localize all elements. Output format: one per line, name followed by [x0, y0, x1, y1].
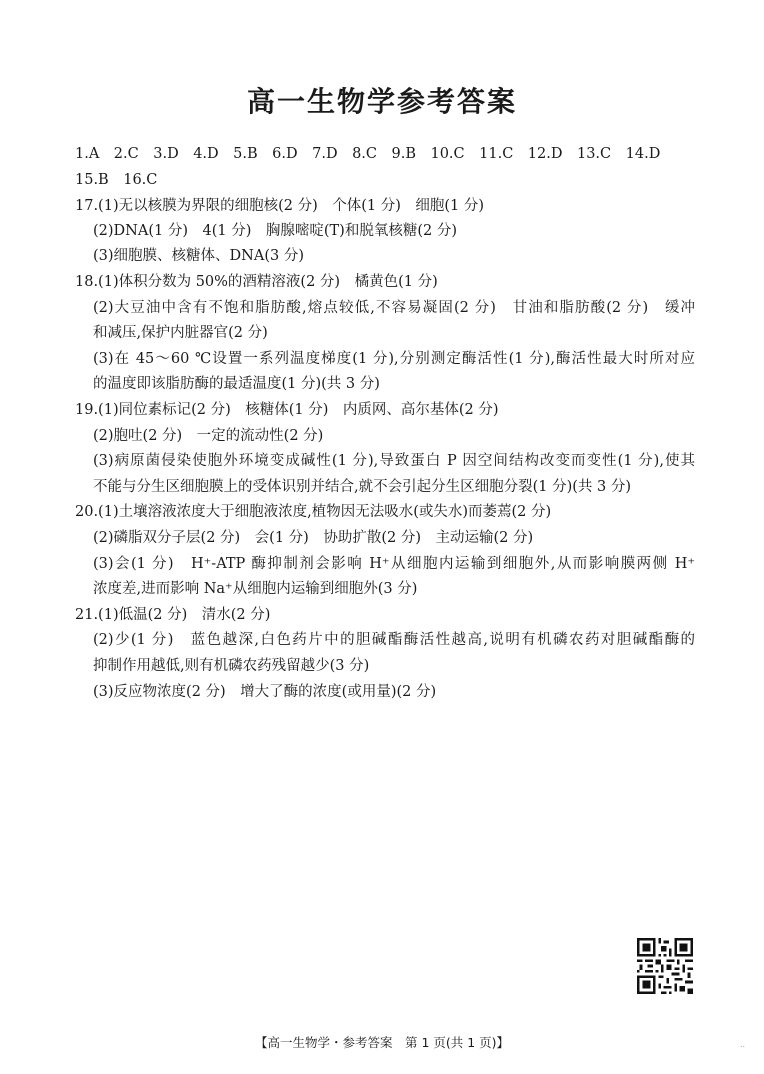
answer-line: 15.B 16.C	[75, 172, 158, 188]
answer-line: (2)胞吐(2 分) 一定的流动性(2 分)	[93, 428, 324, 444]
answer-line: 的温度即该脂肪酶的最适温度(1 分)(共 3 分)	[93, 376, 380, 392]
answer-line: 18.(1)体积分数为 50%的酒精溶液(2 分) 橘黄色(1 分)	[75, 274, 438, 290]
answer-line: 20.(1)土壤溶液浓度大于细胞液浓度,植物因无法吸水(或失水)而萎蔫(2 分)	[75, 504, 552, 520]
answer-line: (3)病原菌侵染使胞外环境变成碱性(1 分),导致蛋白 P 因空间结构改变而变性(1 分),使其	[93, 453, 695, 469]
page-title: 高一生物学参考答案	[246, 85, 517, 118]
answer-line: (3)会(1 分) H⁺-ATP 酶抑制剂会影响 H⁺从细胞内运输到细胞外,从而影响膜两侧 H⁺	[93, 556, 695, 572]
answer-line: 抑制作用越低,则有机磷农药残留越少(3 分)	[93, 658, 370, 674]
qr-code-icon	[637, 938, 693, 994]
answer-line: 21.(1)低温(2 分) 清水(2 分)	[75, 607, 271, 623]
answer-line: 1.A 2.C 3.D 4.D 5.B 6.D 7.D 8.C 9.B 10.C 11.C 12.D 13.C 14.D	[75, 146, 661, 162]
answer-line: (3)细胞膜、核糖体、DNA(3 分)	[93, 248, 304, 264]
answer-line: 19.(1)同位素标记(2 分) 核糖体(1 分) 内质网、高尔基体(2 分)	[75, 402, 499, 418]
answer-line: 和减压,保护内脏器官(2 分)	[93, 325, 268, 341]
answer-line: (2)DNA(1 分) 4(1 分) 胸腺嘧啶(T)和脱氧核糖(2 分)	[93, 223, 457, 239]
answer-line: 浓度差,进而影响 Na⁺从细胞内运输到细胞外(3 分)	[93, 581, 418, 597]
answer-line: (3)在 45～60 ℃设置一系列温度梯度(1 分),分别测定酶活性(1 分),酶活性最大时所对应	[93, 351, 695, 367]
answer-line: (2)少(1 分) 蓝色越深,白色药片中的胆碱酯酶活性越高,说明有机磷农药对胆碱酯酶的	[93, 632, 695, 648]
answer-line: (2)磷脂双分子层(2 分) 会(1 分) 协助扩散(2 分) 主动运输(2 分)	[93, 530, 534, 546]
answer-line: (3)反应物浓度(2 分) 增大了酶的浓度(或用量)(2 分)	[93, 684, 437, 700]
answer-line: 17.(1)无以核膜为界限的细胞核(2 分) 个体(1 分) 细胞(1 分)	[75, 198, 485, 214]
answer-line: (2)大豆油中含有不饱和脂肪酸,熔点较低,不容易凝固(2 分) 甘油和脂肪酸(2 分) 缓冲	[93, 300, 695, 316]
answer-line: 不能与分生区细胞膜上的受体识别并结合,就不会引起分生区细胞分裂(1 分)(共 3 分)	[93, 479, 632, 495]
page-footer: 【高一生物学・参考答案 第 1 页(共 1 页)】	[254, 1035, 510, 1050]
corner-mark: ..	[740, 1040, 746, 1049]
